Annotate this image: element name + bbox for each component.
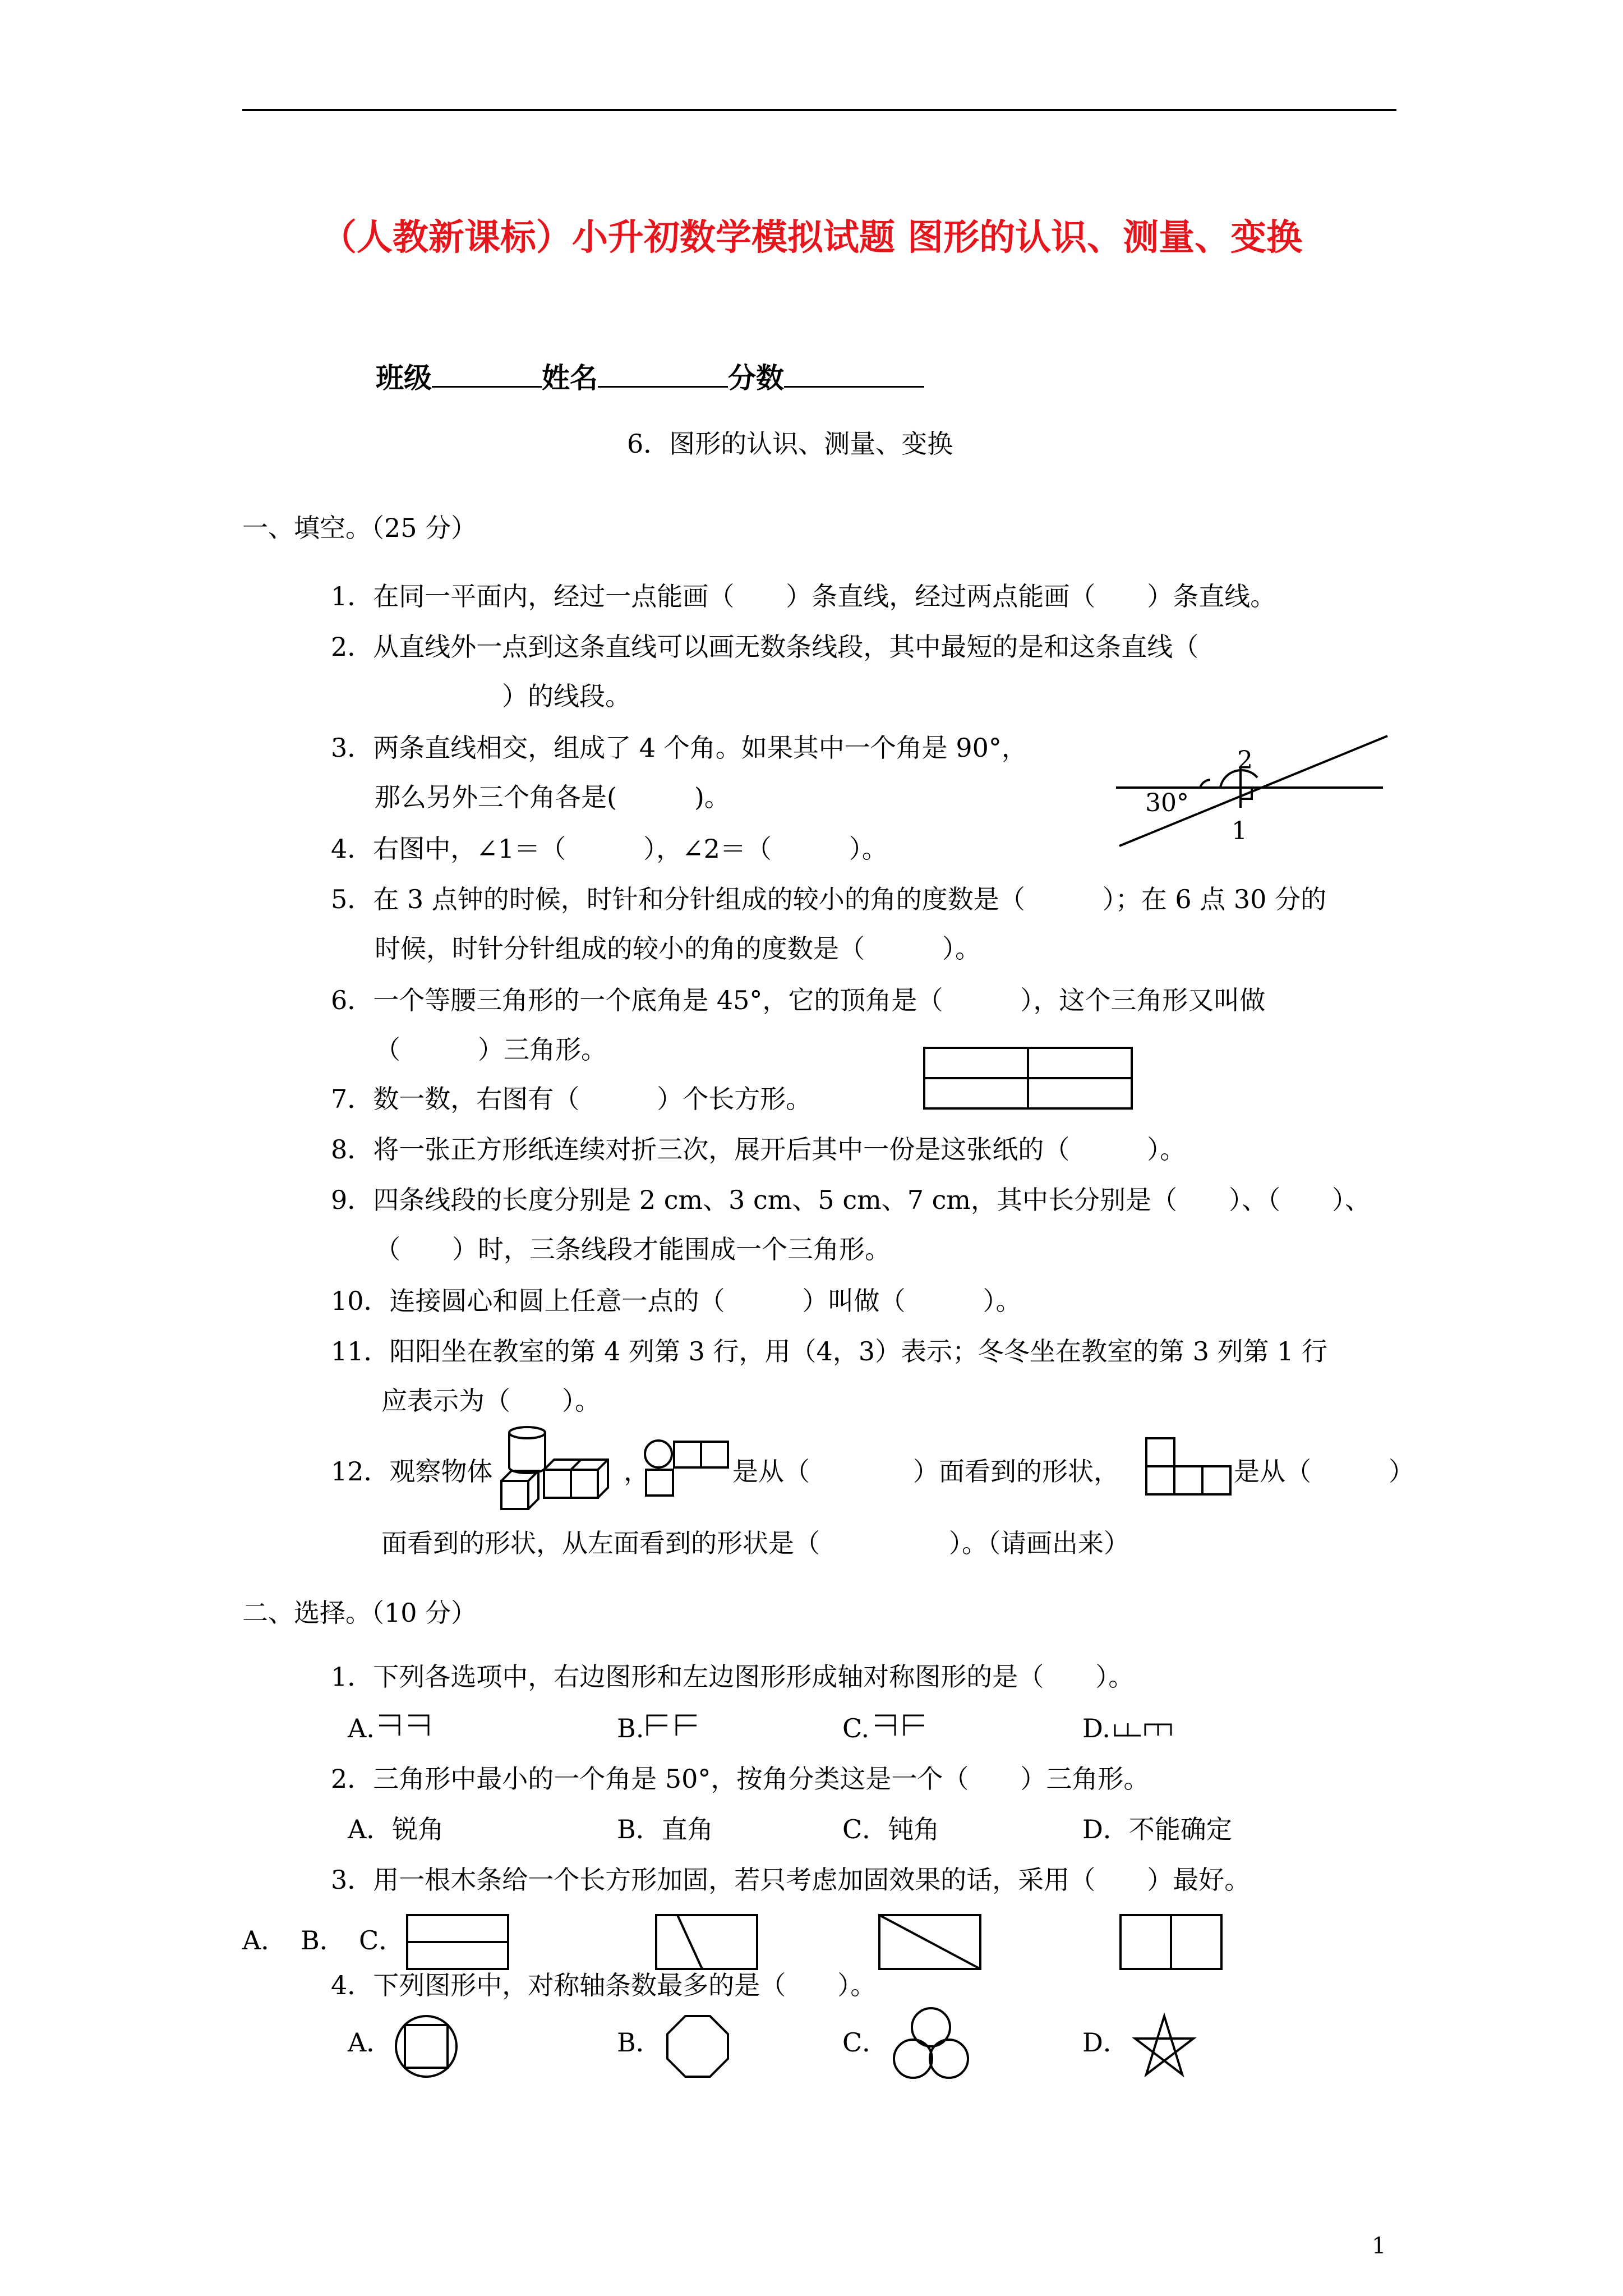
s1-question-12b: 面看到的形状，从左面看到的形状是（ ）。（请画出来） <box>381 1528 1129 1558</box>
shape-a-square <box>405 2025 448 2068</box>
view1-circle <box>645 1441 672 1467</box>
brace2-rect <box>656 1915 757 1969</box>
s1-question-9a: 9．四条线段的长度分别是 2 cm、3 cm、5 cm、7 cm，其中长分别是（ ）、（ ）、 <box>331 1185 1371 1215</box>
s1-question-1: 1．在同一平面内，经过一点能画（ ）条直线，经过两点能画（ ）条直线。 <box>331 581 1276 611</box>
glyph-c-left <box>875 1715 895 1736</box>
s2-q1-option-a-glyph <box>377 1712 439 1740</box>
s2-q4-option-d[interactable]: D． <box>1082 2027 1129 2058</box>
shape-b-octagon <box>667 2016 728 2077</box>
s1-question-3a: 3．两条直线相交，组成了 4 个角。如果其中一个角是 90°， <box>331 733 1027 763</box>
angle-label-1: 1 <box>1232 817 1247 845</box>
intersecting-lines-figure <box>1116 724 1396 853</box>
s1-question-5a: 5．在 3 点钟的时候，时针和分针组成的较小的角的度数是（ ）；在 6 点 30 分的 <box>331 884 1327 914</box>
rectangle-grid-figure <box>923 1047 1134 1111</box>
s2-question-1: 1．下列各选项中，右边图形和左边图形形成轴对称图形的是（ ）。 <box>331 1662 1135 1692</box>
s2-q4-option-b[interactable]: B． <box>617 2027 662 2058</box>
s2-q2-option-c[interactable]: C．钝角 <box>842 1814 940 1844</box>
view-figure-1 <box>643 1439 732 1512</box>
octagon-shape <box>664 2014 737 2087</box>
s1-question-2b: ）的线段。 <box>502 681 631 711</box>
s2-question-4: 4．下列图形中，对称轴条数最多的是（ ）。 <box>331 1970 877 2000</box>
cube-2-front <box>544 1470 571 1498</box>
s1-question-12-part1: 12．观察物体 <box>331 1456 493 1487</box>
s1-question-6a: 6．一个等腰三角形的一个底角是 45°，它的顶角是（ ），这个三角形又叫做 <box>331 985 1266 1015</box>
s1-question-3b: 那么另外三个角各是( )。 <box>375 782 730 812</box>
cube-edge-a <box>571 1460 581 1470</box>
brace2-diagonal <box>677 1915 702 1969</box>
angle-label-30: 30° <box>1145 789 1189 817</box>
class-blank[interactable] <box>432 364 542 388</box>
subtitle: 6．图形的认识、测量、变换 <box>627 429 953 459</box>
glyph-b-right <box>676 1715 697 1736</box>
s2-question-2: 2．三角形中最小的一个角是 50°，按角分类这是一个（ ）三角形。 <box>331 1764 1150 1794</box>
s2-q3-option-c[interactable]: C． <box>359 1925 405 1955</box>
glyph-a-right <box>408 1715 428 1736</box>
brace-figure-2 <box>655 1914 762 1976</box>
s2-q2-option-a[interactable]: A．锐角 <box>348 1814 444 1844</box>
glyph-a-left <box>379 1715 399 1736</box>
cube-1-front <box>501 1481 528 1509</box>
glyph-b-left <box>647 1715 667 1736</box>
view-figure-2 <box>1144 1436 1243 1503</box>
s2-q3-option-b[interactable]: B． <box>301 1925 345 1955</box>
cylinder-top <box>509 1427 545 1438</box>
s1-question-7: 7．数一数，右图有（ ）个长方形。 <box>331 1084 812 1114</box>
s2-q4-option-c[interactable]: C． <box>842 2027 888 2058</box>
s2-question-3: 3．用一根木条给一个长方形加固，若只考虑加固效果的话，采用（ ）最好。 <box>331 1865 1251 1895</box>
s2-q1-option-b-label[interactable]: B. <box>617 1713 644 1743</box>
top-rule <box>242 109 1396 111</box>
name-blank[interactable] <box>598 364 728 388</box>
s2-q2-option-b[interactable]: B．直角 <box>617 1814 713 1844</box>
glyph-d-left <box>1115 1723 1141 1736</box>
s2-q1-option-c-glyph <box>873 1712 934 1740</box>
cube-edge-b <box>598 1460 608 1470</box>
score-label: 分数 <box>728 361 784 394</box>
s1-question-6b: （ ）三角形。 <box>375 1034 607 1065</box>
class-label: 班级 <box>376 361 432 394</box>
solid-objects-figure <box>499 1425 623 1515</box>
s2-q1-option-d-label[interactable]: D. <box>1082 1713 1110 1743</box>
three-circles-shape <box>892 2005 976 2095</box>
s1-question-12-part3: 是从（ ）面看到的形状， <box>732 1456 1119 1487</box>
s2-q4-option-a[interactable]: A． <box>348 2027 393 2058</box>
brace-figure-1 <box>406 1914 513 1976</box>
s2-q1-option-a-label[interactable]: A. <box>348 1713 375 1743</box>
shape-d-star <box>1135 2016 1193 2074</box>
s1-question-12-part2: ， <box>624 1456 649 1487</box>
view2-square-b <box>1174 1466 1202 1494</box>
page-title: （人教新课标）小升初数学模拟试题 图形的认识、测量、变换 <box>320 217 1303 259</box>
star-shape <box>1133 2014 1200 2081</box>
s1-question-9b: （ ）时，三条线段才能围成一个三角形。 <box>375 1234 891 1264</box>
circle-square-shape <box>393 2013 465 2086</box>
s1-question-2a: 2．从直线外一点到这条直线可以画无数条线段，其中最短的是和这条直线（ <box>331 632 1199 662</box>
s2-q1-option-d-glyph <box>1113 1712 1180 1740</box>
view2-square-a <box>1146 1466 1174 1494</box>
page-number: 1 <box>1372 2233 1386 2259</box>
s1-question-4: 4．右图中，∠1＝（ ），∠2＝（ ）。 <box>331 834 888 864</box>
s2-q2-option-d[interactable]: D．不能确定 <box>1082 1814 1232 1844</box>
brace-figure-3 <box>878 1914 985 1976</box>
view1-square-c <box>646 1470 673 1496</box>
brace-figure-4 <box>1119 1914 1226 1976</box>
score-blank[interactable] <box>784 364 924 388</box>
section2-heading: 二、选择。（10 分） <box>242 1598 477 1628</box>
view1-square-a <box>674 1442 701 1467</box>
brace3-diagonal <box>879 1915 980 1969</box>
s1-question-11b: 应表示为（ ）。 <box>381 1386 601 1416</box>
glyph-d-right <box>1145 1724 1171 1736</box>
angle-label-2: 2 <box>1237 746 1253 775</box>
s1-question-5b: 时候，时针分针组成的较小的角的度数是（ ）。 <box>375 933 981 964</box>
name-label: 姓名 <box>542 361 598 394</box>
s2-q3-option-a[interactable]: A． <box>242 1925 287 1955</box>
shape-c-circle-right <box>930 2040 968 2078</box>
angle-arc-30 <box>1200 780 1210 788</box>
s2-q1-option-c-label[interactable]: C. <box>842 1713 870 1743</box>
s1-question-10: 10．连接圆心和圆上任意一点的（ ）叫做（ ）。 <box>331 1286 1022 1316</box>
section1-heading: 一、填空。（25 分） <box>242 513 477 543</box>
view1-square-b <box>701 1442 728 1467</box>
class-field <box>376 361 924 394</box>
s1-question-8: 8．将一张正方形纸连续对折三次，展开后其中一份是这张纸的（ ）。 <box>331 1134 1186 1165</box>
view2-top-square <box>1146 1438 1174 1466</box>
cube-3-front <box>571 1470 598 1498</box>
shape-c-circle-left <box>894 2040 932 2078</box>
s1-question-11a: 11．阳阳坐在教室的第 4 列第 3 行，用（4，3）表示；冬冬坐在教室的第 3 列第 1 行 <box>331 1336 1328 1366</box>
s1-question-12-part4: 是从（ ） <box>1234 1456 1414 1487</box>
glyph-c-right <box>904 1715 924 1736</box>
view2-square-c <box>1202 1466 1230 1494</box>
s2-q1-option-b-glyph <box>645 1712 707 1740</box>
